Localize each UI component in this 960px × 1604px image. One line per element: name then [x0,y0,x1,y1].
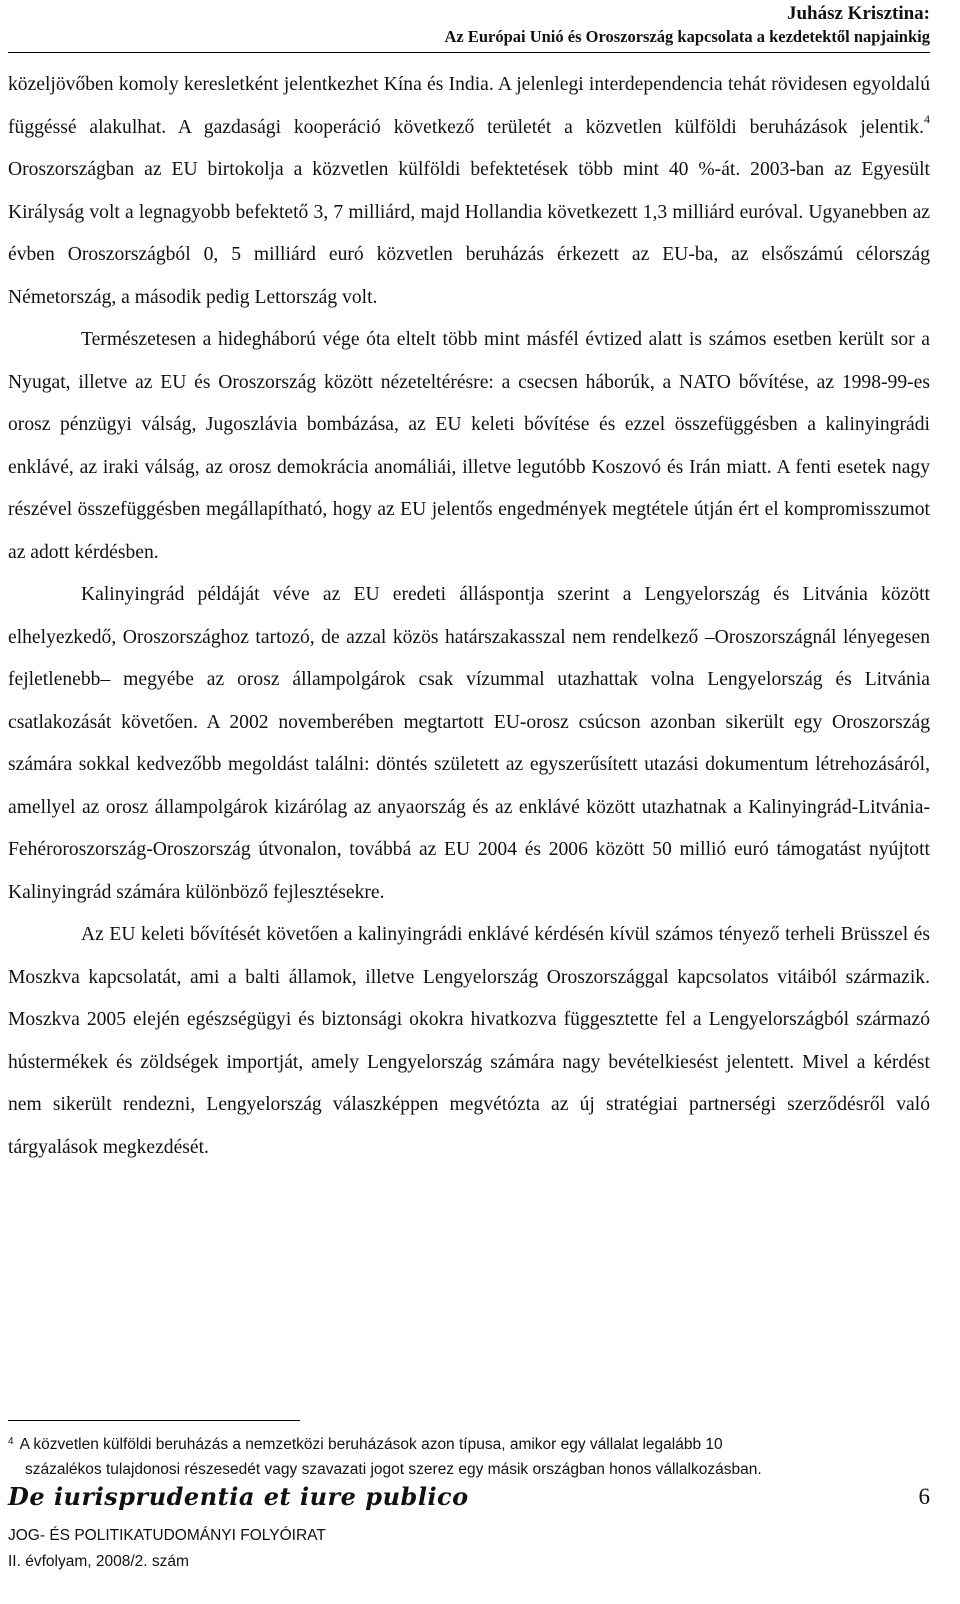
footnote-separator [8,1420,300,1421]
running-header [444,2,930,48]
footnote-line-2: százalékos tulajdonosi részesedét vagy szavazati jogot szerez egy másik országban honos vállalkozásban. [25,1461,762,1478]
body-text [8,64,930,1169]
footnote-number: 4 [8,1436,14,1447]
paragraph-2: Természetesen a hidegháború vége óta eltelt több mint másfél évtized alatt is számos esetben került sor a Nyugat, illetve az EU és Oroszország között nézeteltérésre: a csecsen háborúk, a NATO bővítése, az 1998-99-es orosz pénzügyi válság, Jugoszlávia bombázása, az EU keleti bővítése és ezzel összefüggésben a kalinyingrádi enklávé, az iraki válság, az orosz demokrácia anomáliái, illetve legutóbb Koszovó és Irán miatt. A fenti esetek nagy részével összefüggésben megállapítható, hogy az EU jelentős engedmények megtétele útján ért el kompromisszumot az adott kérdésben. [8,329,930,563]
journal-subtitle [8,1523,326,1575]
journal-name: De iurisprudentia et iure publico [8,1482,469,1511]
footnote-line-1: A közvetlen külföldi beruházás a nemzetközi beruházások azon típusa, amikor egy vállalat legalább 10 [19,1436,723,1453]
journal-issue: II. évfolyam, 2008/2. szám [8,1553,189,1570]
footnote-ref: 4 [924,111,930,126]
page-number: 6 [918,1484,930,1509]
paragraph-1-text-b: Oroszországban az EU birtokolja a közvetlen külföldi befektetések több mint 40 %-át. 2003-ban az Egyesült Királyság volt a legnagyobb befektető 3, 7 milliárd, majd Hollandia következett 1,3 milliárd euróval. Ugyanebben az évben Oroszországból 0, 5 milliárd euró közvetlen beruházás érkezett az EU-ba, az elsőszámú célország Németország, a második pedig Lettország volt. [8,159,930,308]
paragraph-4: Az EU keleti bővítését követően a kalinyingrádi enklávé kérdésén kívül számos tényező terheli Brüsszel és Moszkva kapcsolatát, ami a balti államok, illetve Lengyelország Oroszországgal kapcsolatos vitáiból származik. Moszkva 2005 elején egészségügyi és biztonsági okokra hivatkozva függesztette fel a Lengyelországból származó hústermékek és zöldségek importját, amely Lengyelország számára nagy bevételkiesést jelentett. Mivel a kérdést nem sikerült rendezni, Lengyelország válaszképpen megvétózta az új stratégiai partnerségi szerződésről való tárgyalások megkezdését. [8,924,930,1158]
journal-subtitle-line: JOG- ÉS POLITIKATUDOMÁNYI FOLYÓIRAT [8,1527,326,1544]
header-rule [8,52,930,53]
paragraph-3: Kalinyingrád példáját véve az EU eredeti álláspontja szerint a Lengyelország és Litvánia között elhelyezkedő, Oroszországhoz tartozó, de azzal közös határszakasszal nem rendelkező –Oroszországnál lényegesen fejletlenebb– megyébe az orosz állampolgárok csak vízummal utazhattak volna Lengyelország és Litvánia csatlakozását követően. A 2002 novemberében megtartott EU-orosz csúcson azonban sikerült egy Oroszország számára sokkal kedvezőbb megoldást találni: döntés született az egyszerűsített utazási dokumentum létrehozásáról, amellyel az orosz állampolgárok kizárólag az anyaország és az enklávé között utazhatnak a Kalinyingrád-Litvánia-Fehéroroszország-Oroszország útvonalon, továbbá az EU 2004 és 2006 között 50 millió euró támogatást nyújtott Kalinyingrád számára különböző fejlesztésekre. [8,584,930,903]
paragraph-1-text-a: közeljövőben komoly keresletként jelentkezhet Kína és India. A jelenlegi interdependencia tehát rövidesen egyoldalú függéssé alakulhat. A gazdasági kooperáció következő területét a közvetlen külföldi beruházások jelentik. [8,74,930,138]
header-title: Az Európai Unió és Oroszország kapcsolata a kezdetektől napjainkig [444,27,930,46]
header-author: Juhász Krisztina: [786,3,930,24]
footnote [8,1432,888,1482]
paragraph-1 [8,64,930,319]
